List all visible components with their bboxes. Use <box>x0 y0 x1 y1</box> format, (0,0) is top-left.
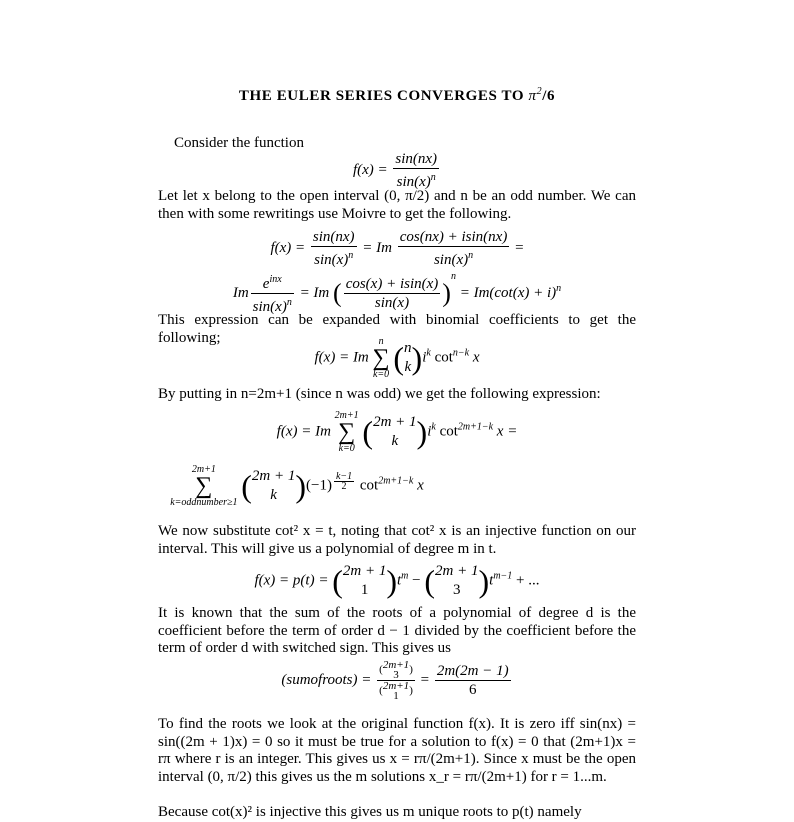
paragraph-intro: Consider the function <box>174 135 304 151</box>
paragraph-2: Let let x belong to the open interval (0, π/2) and n be an odd number. We can then with some rewritings use Moivre to get the following. <box>158 188 636 222</box>
equation-1: f(x) = $\frac{\sin(nx)}{\sin(x)^n}$ <box>352 151 438 190</box>
equation-5: f(x) = Im 2m+1 ∑ k=0 ( 2m + 1 k )$i^k$ $\cot^{2m+1-k} x$ = <box>276 410 518 454</box>
title-pi: $\pi^2$ <box>528 86 543 104</box>
title-text: THE EULER SERIES CONVERGES TO <box>238 88 525 104</box>
equation-3: Im $\frac{e^{inx}}{\sin(x)^n}$ = Im ( $\frac{\cos(x) + isin(x)}{\sin(x)}$ )$^n = Im(\cot(x) + i)^n$ <box>232 271 562 316</box>
paragraph-4: By putting in n=2m+1 (since n was odd) we get the following expression: <box>158 386 601 402</box>
paragraph-3: This expression can be expanded with binomial coefficients to get the following; <box>158 312 636 346</box>
paragraph-5: We now substitute cot² x = t, noting that cot² x is an injective function on our interval. This will give us a polynomial of degree m in t. <box>158 523 636 557</box>
paragraph-7: To find the roots we look at the original function f(x). It is zero iff sin(nx) = sin((2m + 1)x) = 0 so it must be true for a solution to f(x) = 0 that (2m+1)x = rπ where r is an integer. This gives us x = rπ/(2m+1). Since x must be the open interval (0, π/2) this gives us the m solutions x_r = rπ/(2m+1) for r = 1...m. <box>158 716 636 785</box>
paragraph-6: It is known that the sum of the roots of a polynomial of degree d is the coefficient before the term of order d − 1 divided by the coefficient before the term of order d with switched sign. This gives us <box>158 605 636 656</box>
equation-2: f(x) = $\frac{\sin(nx)}{\sin(x)^n}$ = Im $\frac{\cos(nx) + isin(nx)}{\sin(x)^n}$ = <box>270 229 524 268</box>
paragraph-8: Because cot(x)² is injective this gives us m unique roots to p(t) namely <box>158 804 582 820</box>
paper-title <box>0 86 794 105</box>
equation-4: f(x) = Im n ∑ k=0 ( n k )$i^k$ $\cot^{n-k} x$ <box>314 336 480 380</box>
equation-8: (sumofroots) = ( 2m+1 3 ) ( 2m+1 1 ) = $\frac{2m(2m - 1)}{6}$ <box>281 659 509 702</box>
title-tail: /6 <box>542 88 556 104</box>
equation-6: 2m+1 ∑ k=oddnumber≥1 ( 2m + 1 k )(−1) $^{\frac{k-1}{2}}$ $\cot^{2m+1-k} x$ <box>170 464 424 508</box>
equation-7: f(x) = p(t) = ( 2m + 1 1 )$t^m$ − ( 2m + 1 3 )$t^{m-1}$ + ... <box>254 563 540 599</box>
